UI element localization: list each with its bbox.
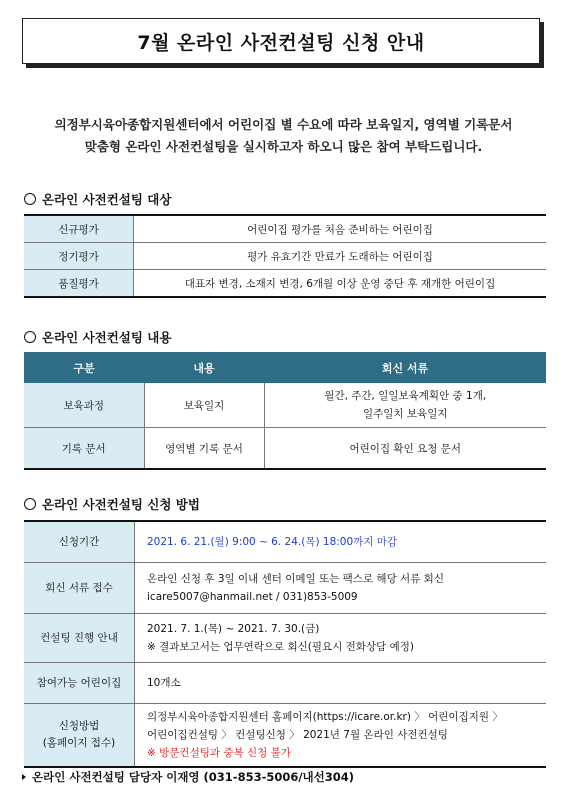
contact-text: 온라인 사전컨설팅 담당자 이재영 (031-853-5006/내선304) — [32, 770, 355, 784]
table-row — [24, 215, 546, 243]
content-table — [24, 352, 546, 470]
period-label: 신청기간 — [24, 521, 135, 563]
section-method-title: 온라인 사전컨설팅 신청 방법 — [42, 497, 200, 512]
table-row — [24, 563, 546, 614]
title-box — [22, 18, 540, 64]
row-value: 평가 유효기간 만료가 도래하는 어린이집 — [134, 243, 547, 270]
method-label-line: 신청방법 — [58, 720, 100, 732]
table-row — [24, 243, 546, 270]
table-row — [24, 663, 546, 704]
circle-bullet-icon — [24, 193, 36, 205]
capacity-value: 10개소 — [135, 663, 547, 704]
contact-footer — [22, 769, 354, 785]
reply-label: 회신 서류 접수 — [24, 563, 135, 614]
method-path-line: 의정부시육아종합지원센터 홈페이지(https://icare.or.kr) 〉 어린이집지원 〉 — [147, 711, 503, 723]
method-path-line: 어린이집컨설팅 〉 컨설팅신청 〉 2021년 7월 온라인 사전컨설팅 — [147, 729, 448, 741]
row-value: 대표자 변경, 소재지 변경, 6개월 이상 운영 중단 후 재개한 어린이집 — [134, 270, 547, 298]
row-category: 보육과정 — [24, 383, 144, 428]
intro-line-1: 의정부시육아종합지원센터에서 어린이집 별 수요에 따라 보육일지, 영역별 기록문서 — [54, 117, 513, 132]
reply-email: icare5007@hanmail.net / 031)853-5009 — [147, 591, 358, 603]
progress-label: 컨설팅 진행 안내 — [24, 614, 135, 663]
reply-value — [135, 563, 547, 614]
table-row — [24, 270, 546, 298]
section-target-heading — [24, 190, 171, 208]
row-docs-line: 일주일치 보육일지 — [363, 408, 448, 420]
page-title: 7월 온라인 사전컨설팅 신청 안내 — [137, 31, 425, 54]
table-header-row — [24, 352, 546, 383]
table-row — [24, 521, 546, 563]
circle-bullet-icon — [24, 498, 36, 510]
column-header: 내용 — [144, 352, 264, 383]
table-row — [24, 383, 546, 428]
row-category: 기록 문서 — [24, 428, 144, 470]
row-docs: 어린이집 확인 요청 문서 — [264, 428, 546, 470]
method-label — [24, 704, 135, 768]
reply-line: 온라인 신청 후 3일 이내 센터 이메일 또는 팩스로 해당 서류 회신 — [147, 573, 444, 585]
section-content-heading — [24, 328, 171, 346]
row-content: 영역별 기록 문서 — [144, 428, 264, 470]
row-docs-line: 월간, 주간, 일일보육계획안 중 1개, — [324, 390, 487, 402]
intro-line-2: 맞춤형 온라인 사전컨설팅을 실시하고자 하오니 많은 참여 부탁드립니다. — [84, 139, 483, 154]
circle-bullet-icon — [24, 331, 36, 343]
capacity-label: 참여가능 어린이집 — [24, 663, 135, 704]
row-docs — [264, 383, 546, 428]
table-row — [24, 614, 546, 663]
method-warning: ※ 방문컨설팅과 중복 신청 불가 — [147, 747, 291, 759]
intro-text — [10, 114, 557, 158]
progress-note: ※ 결과보고서는 업무연락으로 회신(필요시 전화상담 예정) — [147, 641, 414, 653]
section-target-title: 온라인 사전컨설팅 대상 — [42, 192, 172, 207]
row-value: 어린이집 평가를 처음 준비하는 어린이집 — [134, 215, 547, 243]
row-label: 품질평가 — [24, 270, 134, 298]
target-table — [24, 214, 546, 298]
row-label: 신규평가 — [24, 215, 134, 243]
table-row — [24, 704, 546, 768]
section-method-heading — [24, 495, 200, 513]
column-header: 회신 서류 — [264, 352, 546, 383]
section-content-title: 온라인 사전컨설팅 내용 — [42, 330, 172, 345]
method-table — [24, 520, 546, 768]
period-value: 2021. 6. 21.(월) 9:00 ~ 6. 24.(목) 18:00까지 마감 — [135, 521, 547, 563]
table-row — [24, 428, 546, 470]
method-label-line: (홈페이지 접수) — [42, 737, 116, 749]
method-value — [135, 704, 547, 768]
triangle-bullet-icon — [22, 774, 26, 780]
progress-value — [135, 614, 547, 663]
progress-line: 2021. 7. 1.(목) ~ 2021. 7. 30.(금) — [147, 623, 320, 635]
row-content: 보육일지 — [144, 383, 264, 428]
column-header: 구분 — [24, 352, 144, 383]
row-label: 정기평가 — [24, 243, 134, 270]
